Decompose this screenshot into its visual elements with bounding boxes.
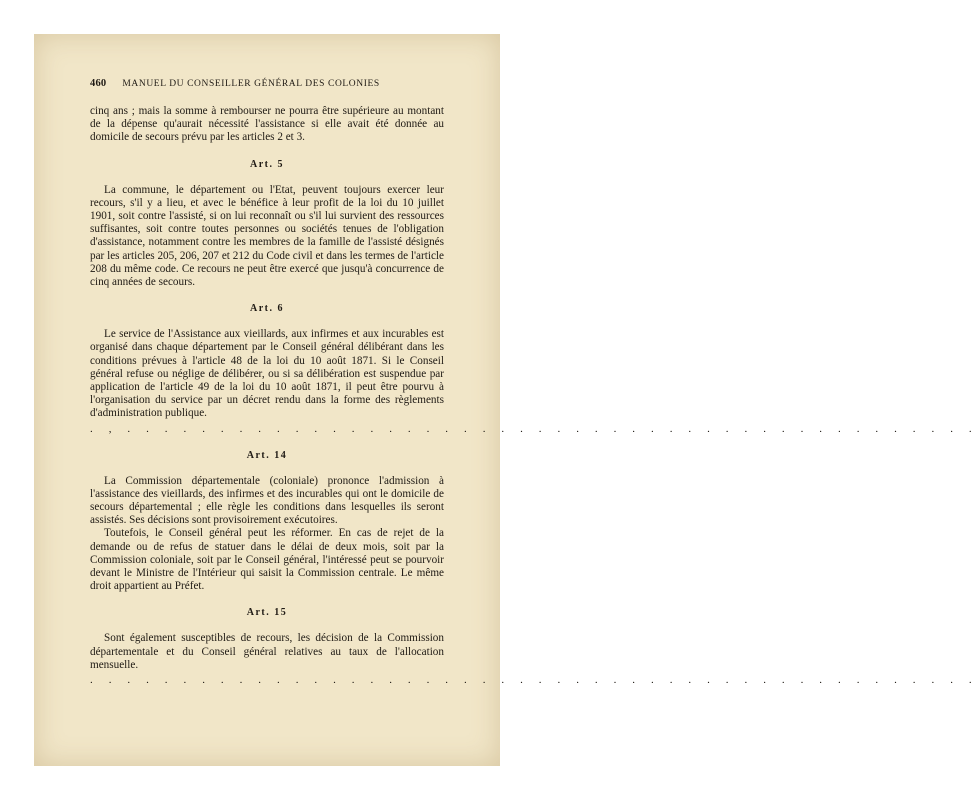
article-6-text: Le service de l'Assistance aux vieillards, aux infirmes et aux incurables est organisé dans chaque département par le Conseil général délibérant dans les conditions prévues à l'article 48 de la loi du 10 août 1871. Si le Conseil général refuse ou néglige de délibérer, ou si sa délibération est suspendue par application de l'article 49 de la loi du 10 août 1871, il peut être pourvu à l'organisation du service par un décret rendu dans la forme des règlements d'administration publique.	[90, 328, 444, 420]
page-number: 460	[90, 78, 107, 89]
page-header	[90, 78, 444, 89]
article-14-text-2: Toutefois, le Conseil général peut les réformer. En cas de rejet de la demande ou de refus de statuer dans le délai de deux mois, soit par la Commission coloniale, soit par le Conseil général, l'intéressé peut se pourvoir devant le Ministre de l'Intérieur qui saisit la Commission centrale. Le même droit appartient au Préfet.	[90, 527, 444, 593]
elision-dots-1: . , . . . . . . . . . . . . . . . . . . . . . . . . . . . . . . . . . . . . . . . . . . . . . .	[90, 422, 978, 435]
article-6-heading: Art. 6	[250, 303, 284, 315]
article-14-text-1: La Commission départementale (coloniale) prononce l'admission à l'assistance des vieillards, des infirmes et des incurables qui ont le domicile de secours départemental ; elle règle les conditions dans lesquelles ils seront assistés. Ses décisions sont provisoirement exécutoires.	[90, 474, 444, 527]
running-head: MANUEL DU CONSEILLER GÉNÉRAL DES COLONIES	[122, 79, 380, 89]
page-content	[90, 78, 978, 687]
article-5-heading: Art. 5	[250, 158, 284, 170]
intro-paragraph: cinq ans ; mais la somme à rembourser ne pourra être supérieure au montant de la dépense qu'aurait nécessité l'assistance si elle avait été donnée au domicile de secours prévu par les articles 2 et 3.	[90, 105, 444, 144]
scanned-page	[34, 34, 978, 766]
article-15-heading: Art. 15	[246, 607, 288, 619]
article-14-heading: Art. 14	[246, 449, 288, 461]
article-5-text: La commune, le département ou l'Etat, peuvent toujours exercer leur recours, s'il y a lieu, et avec le bénéfice à leur profit de la loi du 10 juillet 1901, soit contre l'assisté, si on lui reconnaît ou s'il lui survient des ressources suffisantes, soit contre toutes personnes ou sociétés tenues de l'obligation d'assistance, notamment contre les membres de la famille de l'assisté désignés par les articles 205, 206, 207 et 212 du Code civil et dans les termes de l'article 208 du même code. Ce recours ne peut être exercé que jusqu'à concurrence de cinq années de secours.	[90, 183, 444, 289]
article-15-text: Sont également susceptibles de recours, les décision de la Commission départementale et du Conseil général relatives au taux de l'allocation mensuelle.	[90, 632, 444, 671]
elision-dots-2: . . . . . . . . . . . . . . . . . . . . . . . . . . . . . . . . . . . . . . . . . . . . . . . .	[90, 674, 978, 687]
